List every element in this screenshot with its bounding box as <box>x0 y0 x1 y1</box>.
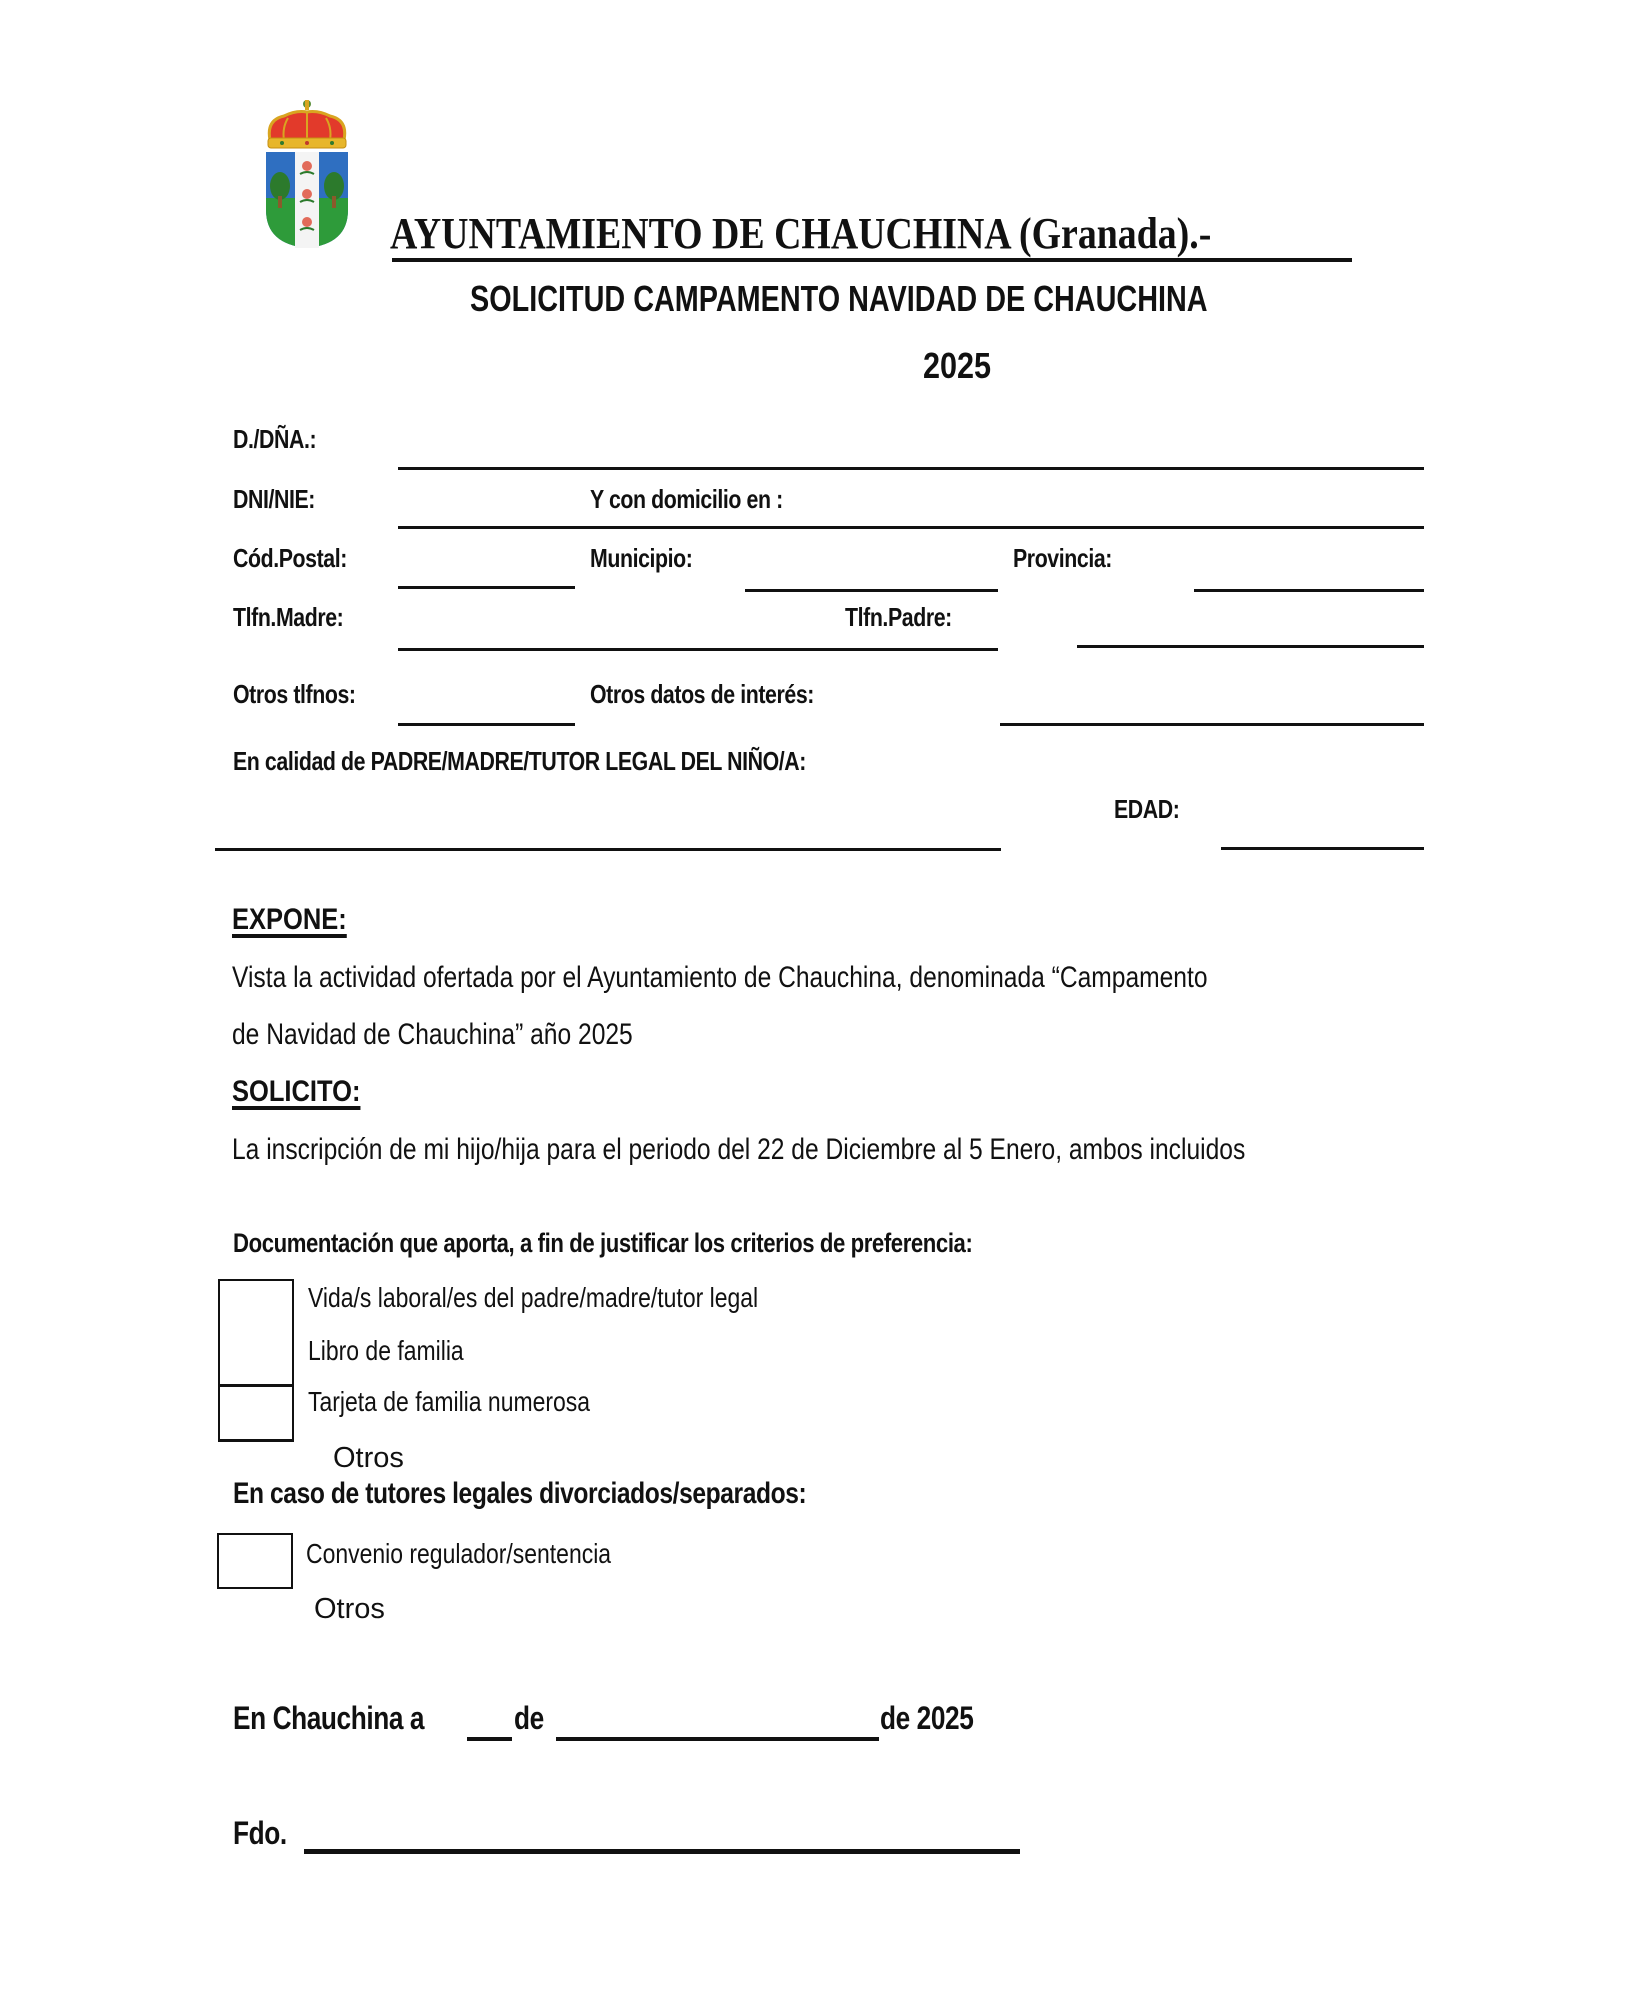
address-label: Y con domicilio en : <box>590 484 783 514</box>
postal-code-underline <box>398 586 575 589</box>
signature-underline <box>304 1849 1020 1854</box>
name-underline <box>398 467 1424 470</box>
signed-label: Fdo. <box>233 1815 287 1851</box>
organization-title: AYUNTAMIENTO DE CHAUCHINA (Granada).- <box>390 209 1212 258</box>
month-underline <box>556 1737 879 1741</box>
other-phones-input[interactable] <box>400 686 579 722</box>
name-label: D./DÑA.: <box>233 424 317 454</box>
signature-de-label: de <box>514 1700 544 1736</box>
postal-code-label: Cód.Postal: <box>233 543 347 573</box>
mother-phone-label: Tlfn.Madre: <box>233 602 344 632</box>
expone-text-line2: de Navidad de Chauchina” año 2025 <box>232 1018 633 1051</box>
other-info-input[interactable] <box>1000 686 1427 722</box>
day-underline <box>467 1737 512 1741</box>
mother-phone-underline <box>398 648 998 651</box>
coat-of-arms-logo <box>262 98 352 250</box>
age-label: EDAD: <box>1114 794 1180 824</box>
postal-code-input[interactable] <box>400 550 579 586</box>
expone-heading: EXPONE: <box>232 903 347 936</box>
title-underline <box>392 258 1352 262</box>
documentation-other-label: Otros <box>333 1442 404 1474</box>
month-input[interactable] <box>556 1700 880 1738</box>
dni-address-underline <box>398 526 1424 529</box>
dni-input[interactable] <box>400 490 584 526</box>
other-phones-label: Otros tlfnos: <box>233 679 356 709</box>
age-underline <box>1221 847 1424 850</box>
signature-year-suffix: de 2025 <box>880 1700 974 1736</box>
checkbox-work-history[interactable] <box>218 1279 294 1335</box>
checkbox-custody-agreement[interactable] <box>217 1533 293 1589</box>
documentation-heading: Documentación que aporta, a fin de justificar los criterios de preferencia: <box>233 1228 973 1258</box>
checkbox-family-book[interactable] <box>218 1332 294 1386</box>
form-title: SOLICITUD CAMPAMENTO NAVIDAD DE CHAUCHINA <box>470 278 1208 319</box>
father-phone-label: Tlfn.Padre: <box>845 602 952 632</box>
checkbox-label-work-history: Vida/s laboral/es del padre/madre/tutor legal <box>308 1282 759 1313</box>
other-phones-underline <box>398 723 575 726</box>
solicito-heading: SOLICITO: <box>232 1075 361 1108</box>
expone-text-line1: Vista la actividad ofertada por el Ayuntamiento de Chauchina, denominada “Campamento <box>232 961 1208 994</box>
checkbox-label-custody-agreement: Convenio regulador/sentencia <box>306 1538 612 1569</box>
signature-place-prefix: En Chauchina a <box>233 1700 425 1736</box>
name-input[interactable] <box>400 430 1424 466</box>
other-info-underline <box>1000 723 1424 726</box>
municipality-underline <box>745 589 998 592</box>
divorced-other-label: Otros <box>314 1593 385 1625</box>
municipality-label: Municipio: <box>590 543 693 573</box>
signature-input[interactable] <box>305 1812 1019 1850</box>
father-phone-underline <box>1077 645 1424 648</box>
address-input[interactable] <box>810 490 1424 526</box>
divorced-heading: En caso de tutores legales divorciados/separados: <box>233 1477 807 1510</box>
dni-label: DNI/NIE: <box>233 484 315 514</box>
child-name-input[interactable] <box>218 808 1002 844</box>
day-input[interactable] <box>467 1700 515 1738</box>
checkbox-label-large-family-card: Tarjeta de familia numerosa <box>308 1386 591 1417</box>
age-input[interactable] <box>1222 808 1426 844</box>
form-year: 2025 <box>923 345 992 386</box>
child-name-underline <box>215 848 1001 851</box>
municipality-input[interactable] <box>745 552 999 588</box>
other-info-label: Otros datos de interés: <box>590 679 814 709</box>
solicito-text: La inscripción de mi hijo/hija para el periodo del 22 de Diciembre al 5 Enero, ambos incluidos <box>232 1133 1246 1166</box>
province-label: Provincia: <box>1013 543 1112 573</box>
province-input[interactable] <box>1195 552 1427 588</box>
checkbox-label-family-book: Libro de familia <box>308 1335 464 1366</box>
coat-of-arms-icon <box>262 98 352 250</box>
checkbox-large-family-card[interactable] <box>218 1385 294 1442</box>
province-underline <box>1194 589 1424 592</box>
capacity-label: En calidad de PADRE/MADRE/TUTOR LEGAL DEL NIÑO/A: <box>233 746 806 776</box>
father-phone-input[interactable] <box>1078 608 1427 644</box>
